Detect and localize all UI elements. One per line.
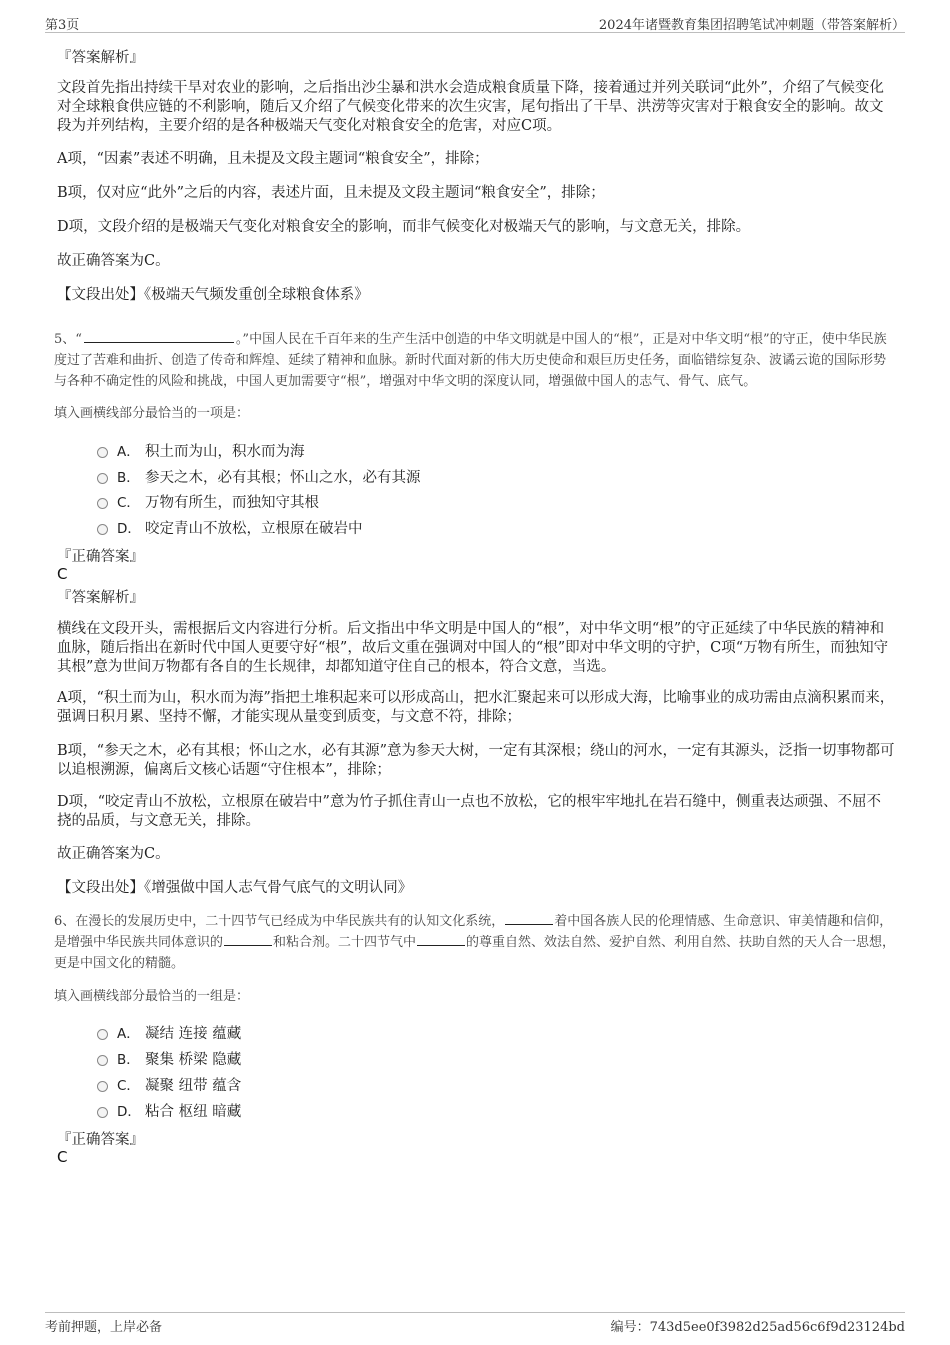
q4-analysis: 文段首先指出持续干旱对农业的影响，之后指出沙尘暴和洪水会造成粮食质量下降，接着通过并列关联词“此外”，介绍了气候变化对全球粮食供应链的不利影响，随后又介绍了气候变化带来的次生灾害，尾句指出了干旱、洪涝等灾害对于粮食安全的影响。故文段为并列结构，主要介绍的是各种极端天气变化对粮食安全的危害，对应C项。 [57, 80, 884, 134]
q6-option-a[interactable]: A． 凝结 连接 蕴藏 [97, 1022, 241, 1042]
q5-stem: 5、“ 。”中国人民在千百年来的生产生活中创造的中华文明就是中国人的“根”，正是对中华文明“根”的守正，使中华民族度过了苦难和曲折、创造了传奇和辉煌、延续了精神和血脉。新时代面对新的伟大历史使命和艰巨历史任务，面临错综复杂、波谲云诡的国际形势与各种不确定性的风险和挑战，中国人更加需要守“根”，增强对中华文明的深度认同，增强做中国人的志气、骨气、底气。 [54, 332, 887, 389]
radio-icon[interactable] [97, 447, 108, 458]
q6-option-d[interactable]: D． 粘合 枢纽 暗藏 [97, 1100, 241, 1120]
q5-prompt: 填入画横线部分最恰当的一项是： [54, 406, 250, 421]
q5-option-c[interactable]: C． 万物有所生，而独知守其根 [97, 491, 319, 511]
radio-icon[interactable] [97, 524, 108, 535]
footer-slogan: 考前押题，上岸必备 [45, 1320, 163, 1335]
document-title: 2024年诸暨教育集团招聘笔试冲刺题（带答案解析） [598, 18, 905, 33]
q5-option-d-analysis: D项，“咬定青山不放松，立根原在破岩中”意为竹子抓住青山一点也不放松，它的根牢牢地扎在岩石缝中，侧重表达顽强、不屈不挠的品质，与文意无关，排除。 [57, 794, 881, 829]
q6-blank-3 [417, 933, 465, 946]
q6-stem: 6、在漫长的发展历史中，二十四节气已经成为中华民族共有的认知文化系统， 着中国各族人民的伦理情感、生命意识、审美情趣和信仰，是增强中华民族共同体意识的 和粘合剂。二十四节气中 的尊重自然、效法自然、爱护自然、利用自然、扶助自然的天人合一思想，更是中国文化的精髓。 [54, 914, 896, 971]
q6-prompt: 填入画横线部分最恰当的一组是： [54, 989, 250, 1004]
q6-blank-1 [505, 912, 553, 925]
q5-source: 【文段出处】《增强做中国人志气骨气底气的文明认同》 [57, 880, 413, 896]
q5-option-a[interactable]: A． 积土而为山，积水而为海 [97, 440, 305, 460]
q5-option-b[interactable]: B． 参天之木，必有其根；怀山之水，必有其源 [97, 466, 421, 486]
q6-blank-2 [224, 933, 272, 946]
radio-icon[interactable] [97, 473, 108, 484]
q5-blank [84, 330, 234, 343]
radio-icon[interactable] [97, 1029, 108, 1040]
q6-option-c[interactable]: C． 凝聚 纽带 蕴含 [97, 1074, 241, 1094]
q5-correct-label: 『正确答案』 [57, 549, 144, 565]
q4-option-d-analysis: D项，文段介绍的是极端天气变化对粮食安全的影响，而非气候变化对极端天气的影响，与文意无关，排除。 [57, 219, 751, 235]
q5-correct-answer: C [57, 565, 68, 583]
q6-option-b[interactable]: B． 聚集 桥梁 隐藏 [97, 1048, 241, 1068]
q6-correct-label: 『正确答案』 [57, 1132, 144, 1148]
radio-icon[interactable] [97, 498, 108, 509]
q4-option-b-analysis: B项，仅对应“此外”之后的内容，表述片面，且未提及文段主题词“粮食安全”，排除； [57, 185, 605, 201]
radio-icon[interactable] [97, 1107, 108, 1118]
q5-analysis: 横线在文段开头，需根据后文内容进行分析。后文指出中华文明是中国人的“根”，对中华文明“根”的守正延续了中华民族的精神和血脉，随后指出在新时代中国人更要守好“根”，故后文重在强调对中国人的“根”即对中华文明的守护，C项“万物有所生，而独知守其根”意为世间万物都有各自的生长规律，却都知道守住自己的根本，符合文意，当选。 [57, 621, 889, 675]
q4-source: 【文段出处】《极端天气频发重创全球粮食体系》 [57, 287, 369, 303]
radio-icon[interactable] [97, 1055, 108, 1066]
document-code: 编号：743d5ee0f3982d25ad56c6f9d23124bd [610, 1320, 905, 1335]
radio-icon[interactable] [97, 1081, 108, 1092]
q6-correct-answer: C [57, 1148, 68, 1166]
page-footer [45, 1312, 905, 1335]
q5-option-a-analysis: A项，“积土而为山，积水而为海”指把土堆积起来可以形成高山，把水汇聚起来可以形成大海，比喻事业的成功需由点滴积累而来，强调日积月累、坚持不懈，才能实现从量变到质变，与文意不符，排除； [57, 690, 895, 725]
page-number: 第3页 [45, 18, 80, 33]
q5-option-b-analysis: B项，“参天之木，必有其根；怀山之水，必有其源”意为参天大树，一定有其深根；绕山的河水，一定有其源头，泛指一切事物都可以追根溯源，偏离后文核心话题“守住根本”，排除； [57, 743, 895, 778]
q5-analysis-label: 『答案解析』 [57, 590, 144, 606]
q5-conclusion: 故正确答案为C。 [57, 846, 170, 862]
q4-option-a-analysis: A项，“因素”表述不明确，且未提及文段主题词“粮食安全”，排除； [57, 151, 489, 167]
q4-conclusion: 故正确答案为C。 [57, 253, 170, 269]
q5-option-d[interactable]: D． 咬定青山不放松，立根原在破岩中 [97, 517, 363, 537]
q4-analysis-label: 『答案解析』 [57, 50, 144, 66]
page-header [45, 12, 905, 33]
